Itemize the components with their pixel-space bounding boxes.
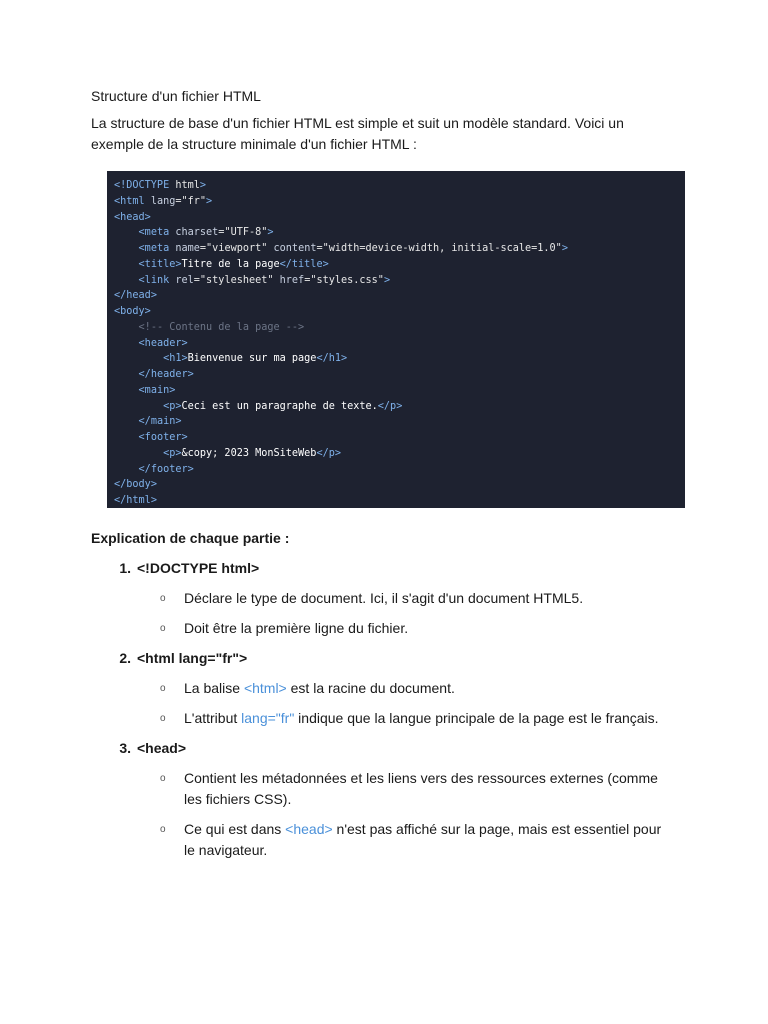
bullet-icon: o <box>160 824 166 835</box>
list-item-title <box>91 648 681 669</box>
code-line: <meta charset="UTF-8"> <box>138 227 274 239</box>
sub-point <box>91 588 681 609</box>
list-item <box>91 558 681 639</box>
sub-point <box>91 819 681 861</box>
sub-point-text <box>184 768 664 810</box>
code-line: </footer> <box>138 463 194 475</box>
bullet-icon: o <box>160 593 166 604</box>
intro-paragraph: La structure de base d'un fichier HTML est simple et suit un modèle standard. Voici un exemple de la structure minimale d'un fichier HTML : <box>91 115 624 152</box>
code-line: <!DOCTYPE html> <box>114 180 207 191</box>
sub-point <box>91 678 681 699</box>
sub-point-text-after: n'est pas affiché sur la page, mais est essentiel pour le navigateur. <box>184 821 662 858</box>
bullet-icon: o <box>160 683 166 694</box>
explanation-list <box>91 558 681 861</box>
sub-point <box>91 708 681 729</box>
list-item-number: 2. <box>119 650 131 666</box>
code-line: <body> <box>114 306 151 317</box>
code-line: <header> <box>138 337 188 349</box>
list-item <box>91 648 681 729</box>
sub-point-text-before: Contient les métadonnées et les liens vers des ressources externes (comme les fichiers CSS). <box>184 770 658 807</box>
sub-point-text-before: La balise <box>184 680 244 696</box>
code-line: <p>Ceci est un paragraphe de texte.</p> <box>163 400 403 412</box>
code-block <box>107 171 685 508</box>
code-line: <head> <box>114 211 151 223</box>
sub-point-text-after: indique que la langue principale de la page est le français. <box>294 710 659 726</box>
list-item-title <box>91 558 681 579</box>
code-line: <meta name="viewport" content="width=device-width, initial-scale=1.0"> <box>138 243 568 254</box>
bullet-icon: o <box>160 713 166 724</box>
list-item-heading: <head> <box>137 740 187 756</box>
code-line: <title>Titre de la page</title> <box>138 258 329 270</box>
sub-point-text <box>184 678 664 699</box>
document-page <box>91 86 681 870</box>
code-line: </html> <box>114 495 157 506</box>
sub-point-text-before: Doit être la première ligne du fichier. <box>184 620 409 636</box>
list-item-heading: <html lang="fr"> <box>137 650 248 666</box>
list-item <box>91 738 681 861</box>
sub-point-text <box>184 618 664 639</box>
sub-point-text-before: Déclare le type de document. Ici, il s'agit d'un document HTML5. <box>184 590 584 606</box>
code-line: <html lang="fr"> <box>114 195 213 207</box>
explanation-heading: Explication de chaque partie : <box>91 530 290 546</box>
code-line: </head> <box>114 290 157 302</box>
code-line: </main> <box>138 416 182 428</box>
sub-point <box>91 618 681 639</box>
code-line: <p>&copy; 2023 MonSiteWeb</p> <box>163 447 341 459</box>
sub-point-text <box>184 819 664 861</box>
sub-point-text-after: est la racine du document. <box>286 680 455 696</box>
list-item-number: 1. <box>119 560 131 576</box>
code-line: <h1>Bienvenue sur ma page</h1> <box>163 353 348 365</box>
sub-point-text <box>184 588 664 609</box>
code-line: <main> <box>138 384 176 396</box>
sub-point-text-before: Ce qui est dans <box>184 821 286 837</box>
inline-code: lang="fr" <box>241 710 295 726</box>
bullet-icon: o <box>160 623 166 634</box>
code-line: <!-- Contenu de la page --> <box>138 321 305 333</box>
sub-point <box>91 768 681 810</box>
list-item-number: 3. <box>119 740 131 756</box>
code-line: <footer> <box>138 432 188 443</box>
code-line: </body> <box>114 479 157 491</box>
document-title: Structure d'un fichier HTML <box>91 88 261 104</box>
inline-code: <head> <box>285 821 333 837</box>
sub-point-text <box>184 708 664 729</box>
bullet-icon: o <box>160 773 166 784</box>
code-line: </header> <box>138 369 194 380</box>
sub-point-text-before: L'attribut <box>184 710 242 726</box>
list-item-heading: <!DOCTYPE html> <box>137 560 260 576</box>
list-item-title <box>91 738 681 759</box>
inline-code: <html> <box>243 680 287 696</box>
code-line: <link rel="stylesheet" href="styles.css"> <box>138 274 391 286</box>
